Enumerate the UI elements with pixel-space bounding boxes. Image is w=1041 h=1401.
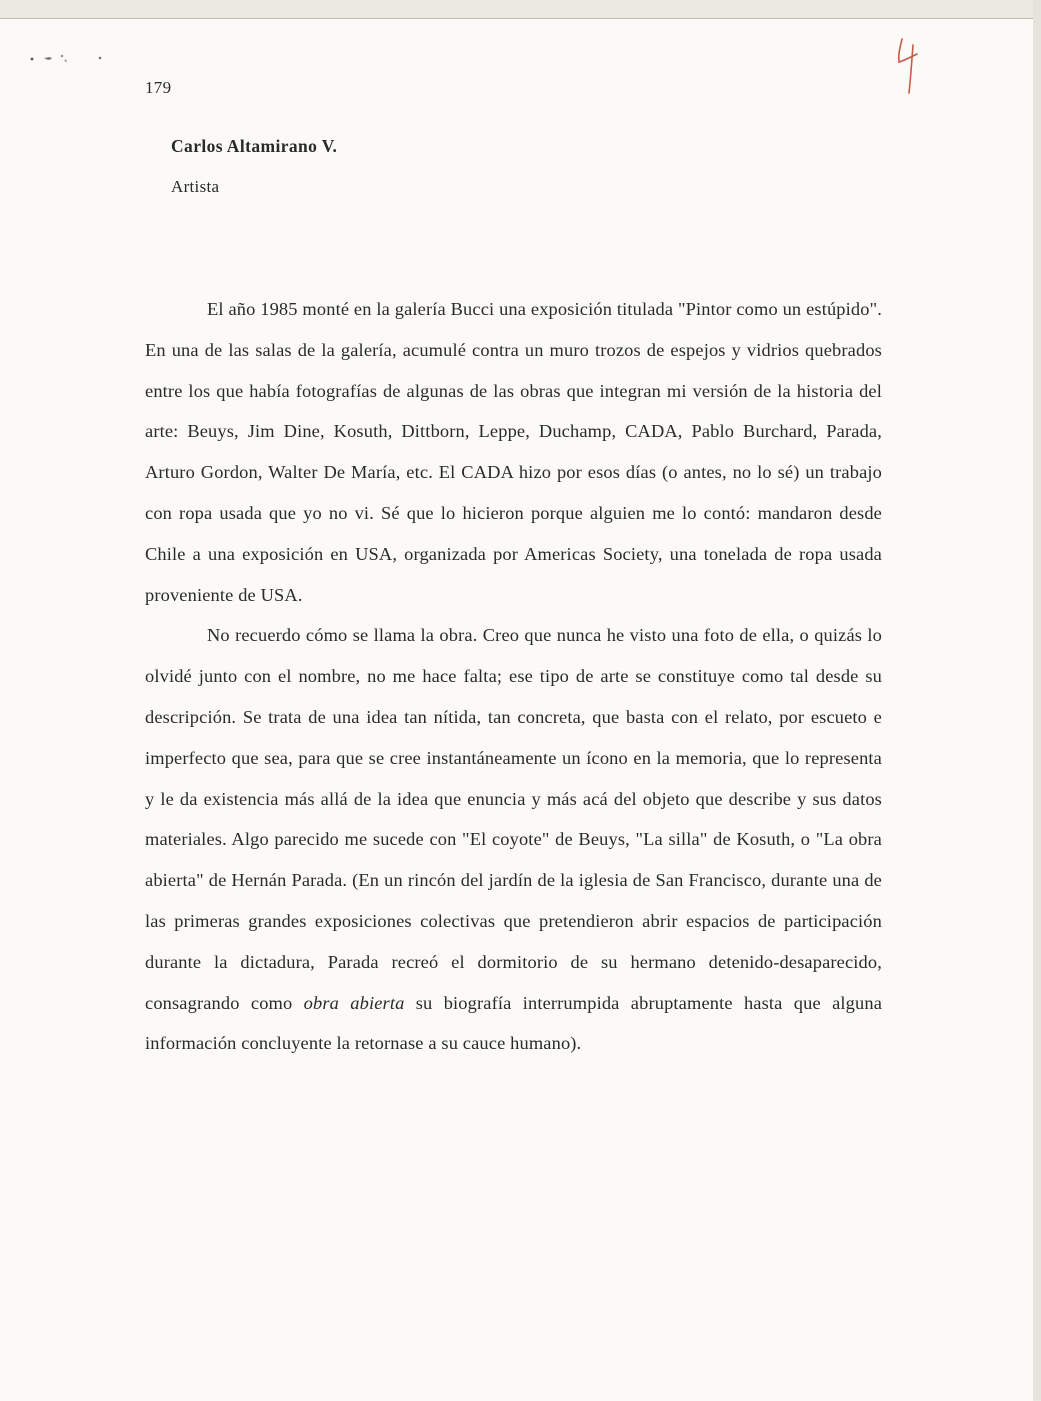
author-name: Carlos Altamirano V. — [171, 136, 338, 156]
scan-specks — [28, 48, 118, 68]
paragraph-text: su biografía interrumpida abruptamente hasta que alguna información concluyente la retornase a su cauce humano). — [145, 992, 883, 1054]
page-number: 179 — [145, 78, 172, 97]
paragraph — [145, 615, 882, 1064]
page-edge-shadow — [1033, 0, 1041, 1400]
italic-phrase: obra abierta — [303, 992, 405, 1013]
handwritten-page-mark — [893, 36, 927, 96]
paragraph-text: No recuerdo cómo se llama la obra. Creo que nunca he visto una foto de ella, o quizás lo olvidé junto con el nombre, no me hace falta; ese tipo de arte se constituye como tal desde su descripción. Se trata de una idea tan nítida, tan concreta, que basta con el relato, por escueto e imperfecto que sea, para que se cree instantáneamente un ícono en la memoria, que lo representa y le da existencia más allá de la idea que enuncia y más acá del objeto que describe y sus datos materiales. Algo parecido me sucede con "El coyote" de Beuys, "La silla" de Kosuth, o "La obra abierta" de Hernán Parada. (En un rincón del jardín de la iglesia de San Francisco, durante una de las primeras grandes exposiciones colectivas que pretendieron abrir espacios de participación durante la dictadura, Parada recreó el dormitorio de su hermano detenido-desaparecido, consagrando como — [145, 625, 882, 1013]
essay-body — [145, 289, 882, 1064]
author-role: Artista — [171, 177, 220, 196]
paragraph — [145, 289, 882, 615]
paragraph-text: El año 1985 monté en la galería Bucci una exposición titulada "Pintor como un estúpido". En una de las salas de la galería, acumulé contra un muro trozos de espejos y vidrios quebrados entre los que había fotografías de algunas de las obras que integran mi versión de la historia del arte: Beuys, Jim Dine, Kosuth, Dittborn, Leppe, Duchamp, CADA, Pablo Burchard, Parada, Arturo Gordon, Walter De María, etc. El CADA hizo por esos días (o antes, no lo sé) un trabajo con ropa usada que yo no vi. Sé que lo hicieron porque alguien me lo contó: mandaron desde Chile a una exposición en USA, organizada por Americas Society, una tonelada de ropa usada proveniente de USA. — [145, 299, 882, 605]
